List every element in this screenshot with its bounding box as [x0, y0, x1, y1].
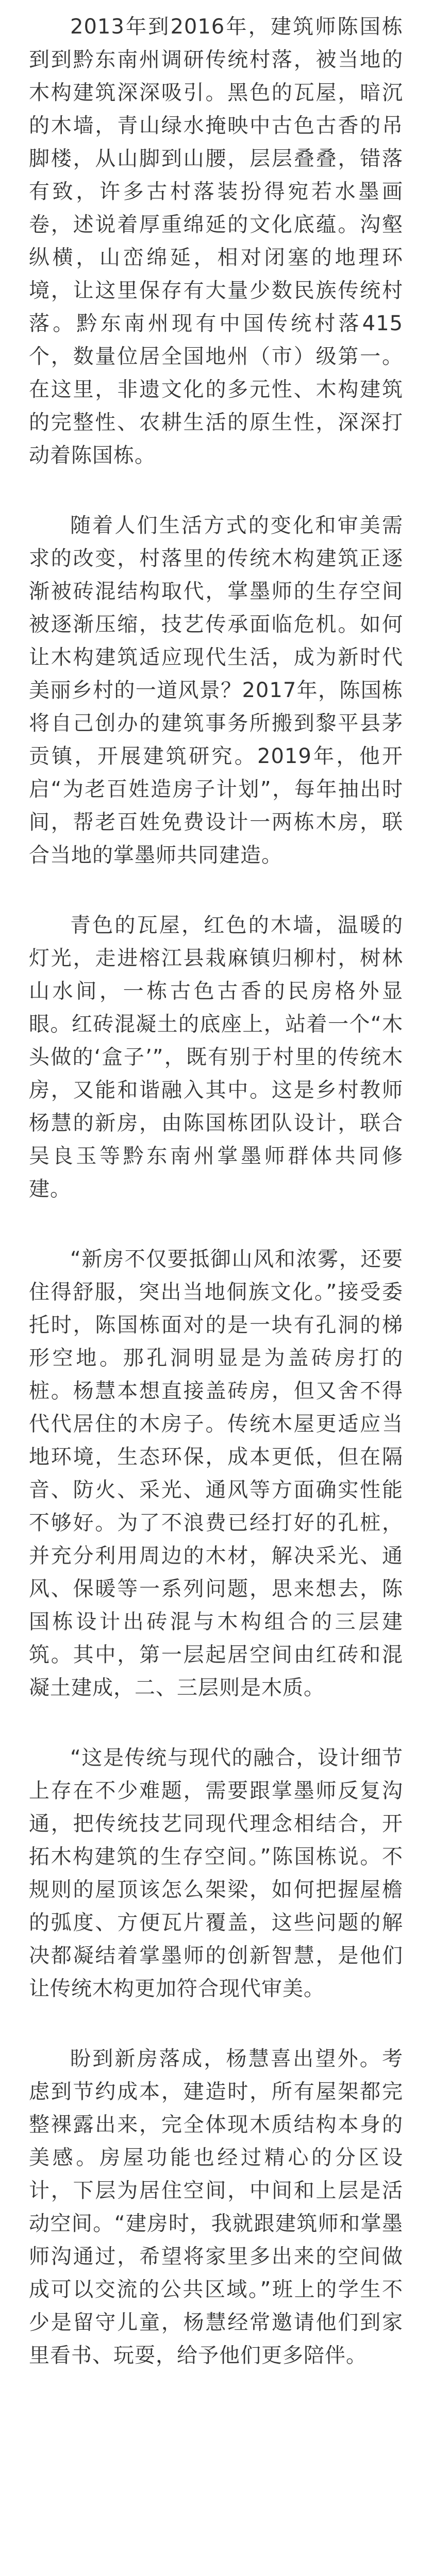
article-paragraph: 盼到新房落成，杨慧喜出望外。考虑到节约成本，建造时，所有屋架都完整裸露出来，完全体现木质结构本身的美感。房屋功能也经过精心的分区设计，下层为居住空间，中间和上层是活动空间。“建房时，我就跟建筑师和掌墨师沟通过，希望将家里多出来的空间做成可以交流的公共区域。”班上的学生不少是留守儿童，杨慧经常邀请他们到家里看书、玩耍，给予他们更多陪伴。 [29, 2047, 403, 2367]
article-paragraph: “新房不仅要抵御山风和浓雾，还要住得舒服，突出当地侗族文化。”接受委托时，陈国栋面对的是一块有孔洞的梯形空地。那孔洞明显是为盖砖房打的桩。杨慧本想直接盖砖房，但又舍不得代代居住的木房子。传统木屋更适应当地环境，生态环保，成本更低，但在隔音、防火、采光、通风等方面确实性能不够好。为了不浪费已经打好的孔桩，并充分利用周边的木材，解决采光、通风、保暖等一系列问题，思来想去，陈国栋设计出砖混与木构组合的三层建筑。其中，第一层起居空间由红砖和混凝土建成，二、三层则是木质。 [29, 1247, 403, 1700]
article-paragraph: “这是传统与现代的融合，设计细节上存在不少难题，需要跟掌墨师反复沟通，把传统技艺同现代理念相结合，开拓木构建筑的生存空间。”陈国栋说。不规则的屋顶该怎么架梁，如何把握屋檐的弧度、方便瓦片覆盖，这些问题的解决都凝结着掌墨师的创新智慧，是他们让传统木构更加符合现代审美。 [29, 1746, 403, 2001]
article-paragraph: 随着人们生活方式的变化和审美需求的改变，村落里的传统木构建筑正逐渐被砖混结构取代，掌墨师的生存空间被逐渐压缩，技艺传承面临危机。如何让木构建筑适应现代生活，成为新时代美丽乡村的一道风景？2017年，陈国栋将自己创办的建筑事务所搬到黎平县茅贡镇，开展建筑研究。2019年，他开启“为老百姓造房子计划”，每年抽出时间，帮老百姓免费设计一两栋木房，联合当地的掌墨师共同建造。 [29, 514, 403, 867]
article-paragraph: 青色的瓦屋，红色的木墙，温暖的灯光，走进榕江县栽麻镇归柳村，树林山水间，一栋古色古香的民房格外显眼。红砖混凝土的底座上，站着一个“木头做的‘盒子’”，既有别于村里的传统木房，又能和谐融入其中。这是乡村教师杨慧的新房，由陈国栋团队设计，联合吴良玉等黔东南州掌墨师群体共同修建。 [29, 913, 403, 1201]
article-body [29, 10, 403, 2372]
article-paragraph: 2013年到2016年，建筑师陈国栋到到黔东南州调研传统村落，被当地的木构建筑深深吸引。黑色的瓦屋，暗沉的木墙，青山绿水掩映中古色古香的吊脚楼，从山脚到山腰，层层叠叠，错落有致，许多古村落装扮得宛若水墨画卷，述说着厚重绵延的文化底蕴。沟壑纵横，山峦绵延，相对闭塞的地理环境，让这里保存有大量少数民族传统村落。黔东南州现有中国传统村落415个，数量位居全国地州（市）级第一。在这里，非遗文化的多元性、木构建筑的完整性、农耕生活的原生性，深深打动着陈国栋。 [29, 15, 403, 467]
